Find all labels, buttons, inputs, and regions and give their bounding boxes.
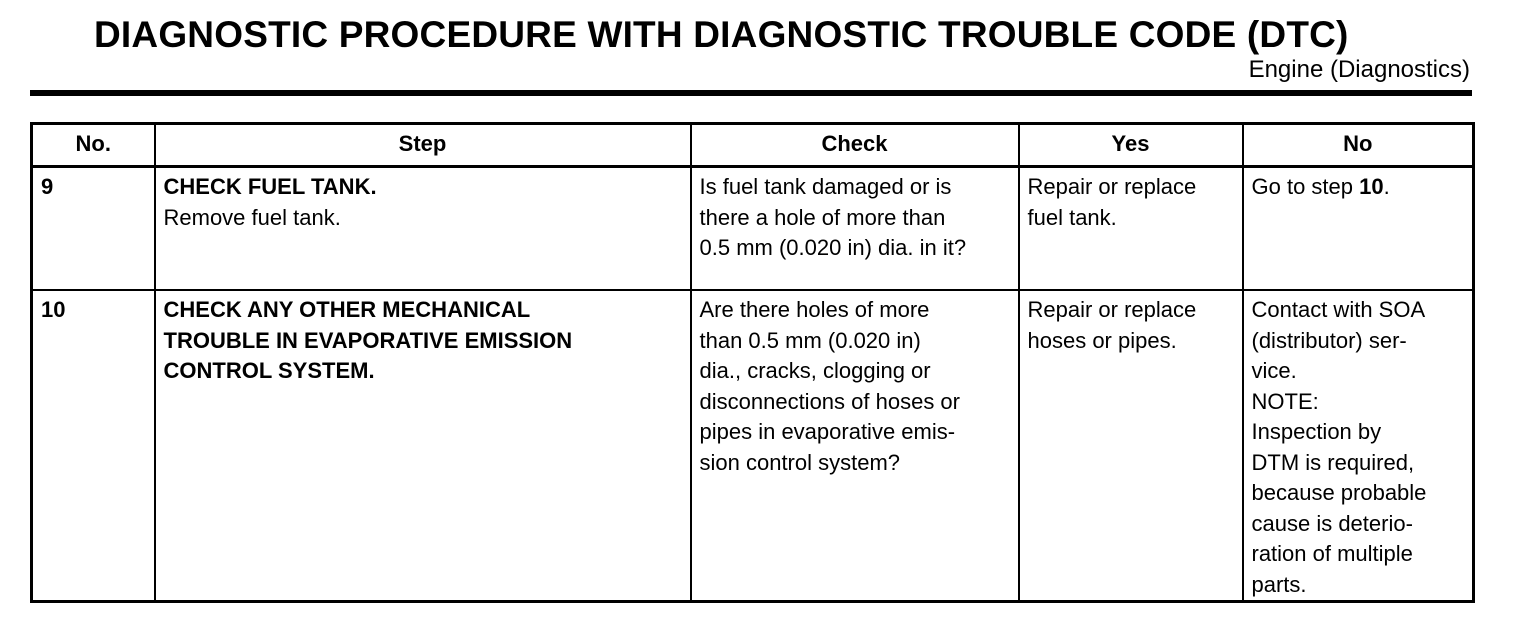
no-line: Contact with SOA (1251, 297, 1426, 322)
no-line: (distributor) ser- (1251, 327, 1407, 353)
no-cell (1243, 167, 1474, 291)
column-header-no: No. (32, 124, 155, 167)
yes-line: Repair or replace (1027, 297, 1197, 322)
check-cell (691, 290, 1019, 602)
page-title: DIAGNOSTIC PROCEDURE WITH DIAGNOSTIC TROUBLE CODE (DTC) (94, 14, 1349, 55)
no-line: because probable (1251, 480, 1427, 505)
step-title-line: TROUBLE IN EVAPORATIVE EMISSION (163, 327, 573, 353)
yes-line: hoses or pipes. (1027, 327, 1177, 353)
step-title-line: CONTROL SYSTEM. (163, 358, 375, 383)
step-title-line: CHECK ANY OTHER MECHANICAL (163, 297, 531, 322)
yes-cell (1019, 167, 1243, 291)
no-line: ration of multiple (1251, 541, 1413, 566)
step-detail: Remove fuel tank. (163, 204, 341, 230)
column-header-yes: Yes (1019, 124, 1243, 167)
no-line: Inspection by (1251, 419, 1382, 444)
column-header-step: Step (155, 124, 691, 167)
table-row (32, 167, 1474, 291)
no-suffix: . (1383, 174, 1390, 199)
column-header-check: Check (691, 124, 1019, 167)
check-line: dia., cracks, clogging or (699, 358, 931, 383)
check-line: Is fuel tank damaged or is (699, 174, 952, 199)
step-number-cell: 9 (32, 167, 155, 291)
yes-line: Repair or replace (1027, 174, 1197, 199)
check-line: disconnections of hoses or (699, 388, 960, 414)
step-title: CHECK FUEL TANK. (163, 174, 377, 199)
no-line: DTM is required, (1251, 449, 1415, 475)
step-number-cell: 10 (32, 290, 155, 602)
header-rule (30, 90, 1472, 96)
no-line: vice. (1251, 358, 1297, 383)
no-prefix: Go to step (1251, 174, 1360, 199)
diagnostic-table (30, 122, 1475, 603)
no-step-reference: 10 (1359, 174, 1384, 199)
no-line: parts. (1251, 571, 1307, 597)
check-line: there a hole of more than (699, 204, 946, 230)
yes-cell (1019, 290, 1243, 602)
check-line: than 0.5 mm (0.020 in) (699, 327, 921, 353)
page-subtitle: Engine (Diagnostics) (1248, 56, 1470, 83)
check-line: pipes in evaporative emis- (699, 419, 956, 444)
check-line: sion control system? (699, 449, 901, 475)
no-cell (1243, 290, 1474, 602)
note-label: NOTE: (1251, 388, 1319, 414)
check-cell (691, 167, 1019, 291)
step-cell (155, 290, 691, 602)
check-line: Are there holes of more (699, 297, 930, 322)
yes-line: fuel tank. (1027, 204, 1117, 230)
check-line: 0.5 mm (0.020 in) dia. in it? (699, 235, 967, 260)
column-header-no-result: No (1243, 124, 1474, 167)
table-row (32, 290, 1474, 602)
no-line: cause is deterio- (1251, 510, 1413, 536)
table-header-row (32, 124, 1474, 167)
step-cell (155, 167, 691, 291)
